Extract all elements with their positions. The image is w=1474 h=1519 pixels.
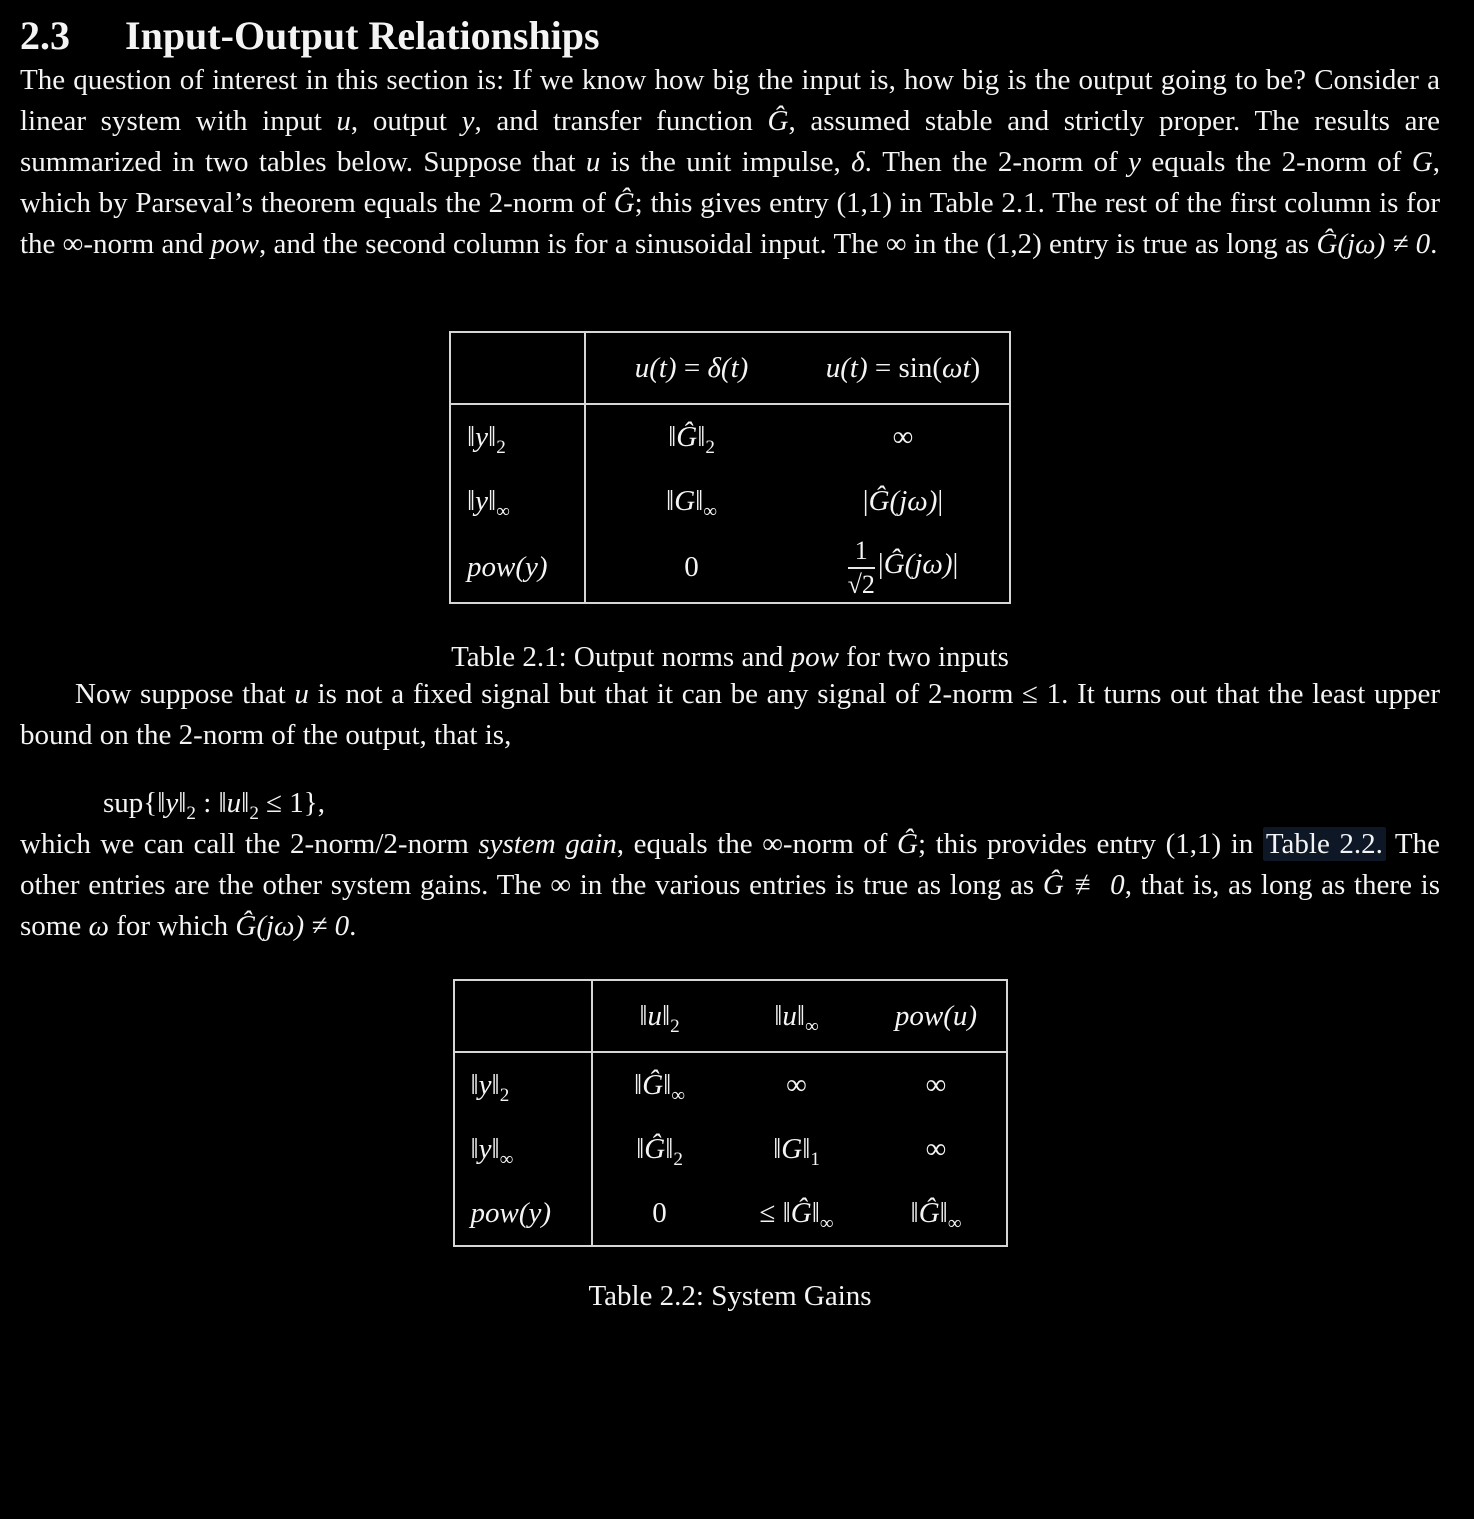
table-row: [450, 469, 1010, 533]
table-cell: 0: [652, 1196, 667, 1229]
table-cell: pow(u): [867, 980, 1007, 1052]
equation-sup-norm: $sup\{‖y‖_2$ : $‖u‖_2 \le 1$},: [103, 787, 325, 824]
paragraph-intro: The question of interest in this section is: If we know how big the input is, how big is the output going to be? Consider a linear system with input u, output y, and transfer function Ĝ, assumed stable and strictly proper. The results are summarized in two tables below. Suppose that u is the unit impulse, δ. Then the 2-norm of y equals the 2-norm of G, which by Parseval’s theorem equals the 2-norm of Ĝ; this gives entry (1,1) in Table 2.1. The rest of the first column is for the ∞-norm and pow, and the second column is for a sinusoidal input. The ∞ in the (1,2) entry is true as long as Ĝ(jω) ≠ 0.: [20, 64, 1441, 260]
table-cell: u(t) = sin(ωt): [797, 332, 1010, 404]
table-2-2-reference[interactable]: Table 2.2.: [1263, 827, 1386, 861]
section-title: Input-Output Relationships: [125, 13, 600, 58]
table-cell: u(t) = δ(t): [585, 332, 797, 404]
table-cell: ∞: [925, 1068, 947, 1101]
table-cell: [450, 332, 585, 404]
table-cell: pow(y): [454, 1181, 592, 1246]
section-heading: [20, 12, 1440, 60]
fraction: $\frac{1}{√2}$: [847, 536, 875, 599]
table-row: [450, 332, 1010, 404]
table-cell: $‖Ĝ‖_\infty$: [634, 1068, 685, 1106]
table-2-2-caption: Table 2.2: System Gains: [588, 1280, 872, 1312]
table-cell: $‖G‖_1$: [773, 1132, 820, 1170]
table-row: [454, 1052, 1007, 1117]
table-cell: $‖Ĝ‖_2$: [636, 1132, 683, 1170]
table-cell: $‖Ĝ‖_\infty$: [910, 1196, 962, 1234]
table-row: [450, 533, 1010, 603]
table-row: [454, 1181, 1007, 1246]
table-cell: ≤ $‖Ĝ‖_\infty$: [759, 1196, 834, 1234]
table-cell: [454, 980, 592, 1052]
table-2-1: [449, 331, 1011, 604]
section-number: 2.3: [20, 13, 70, 58]
table-row: [454, 980, 1007, 1052]
table-row: [450, 404, 1010, 469]
table-cell: ∞: [786, 1068, 807, 1101]
table-2-1-caption: Table 2.1: Output norms and pow for two inputs: [451, 641, 1009, 673]
table-cell: $‖G‖_\infty$: [666, 484, 717, 522]
table-cell: 0: [684, 551, 699, 583]
table-cell: pow(y): [450, 533, 585, 603]
table-cell: ∞: [892, 420, 914, 453]
paragraph-now-suppose: Now suppose that u is not a fixed signal but that it can be any signal of 2-norm ≤ 1. It turns out that the least upper bound on the 2-norm of the output, that is,: [20, 678, 1440, 751]
table-cell: $\frac{1}{√2}$ |Ĝ(jω)|: [847, 536, 959, 599]
table-cell: $‖y‖_\infty$: [450, 469, 585, 533]
table-cell: $‖Ĝ‖_2$: [668, 420, 715, 458]
table-cell: ∞: [925, 1132, 947, 1165]
table-2-2: [453, 979, 1008, 1247]
table-2-1-section: [20, 331, 1440, 674]
table-row: [454, 1117, 1007, 1181]
table-cell: $‖u‖_\infty$: [727, 980, 867, 1052]
table-cell: $‖y‖_\infty$: [454, 1117, 592, 1181]
table-cell: $‖y‖_2$: [450, 404, 585, 469]
paragraph-system-gain: which we can call the 2-norm/2-norm system gain, equals the ∞-norm of Ĝ; this provides entry (1,1) in Table 2.2. The other entries are the other system gains. The ∞ in the various entries is true as long as Ĝ ≢ 0, that is, as long as there is some ω for which Ĝ(jω) ≠ 0.: [20, 828, 1441, 942]
table-cell: |Ĝ(jω)|: [862, 484, 944, 517]
table-2-2-section: [20, 979, 1440, 1313]
table-cell: $‖u‖_2$: [592, 980, 727, 1052]
table-cell: $‖y‖_2$: [454, 1052, 592, 1117]
